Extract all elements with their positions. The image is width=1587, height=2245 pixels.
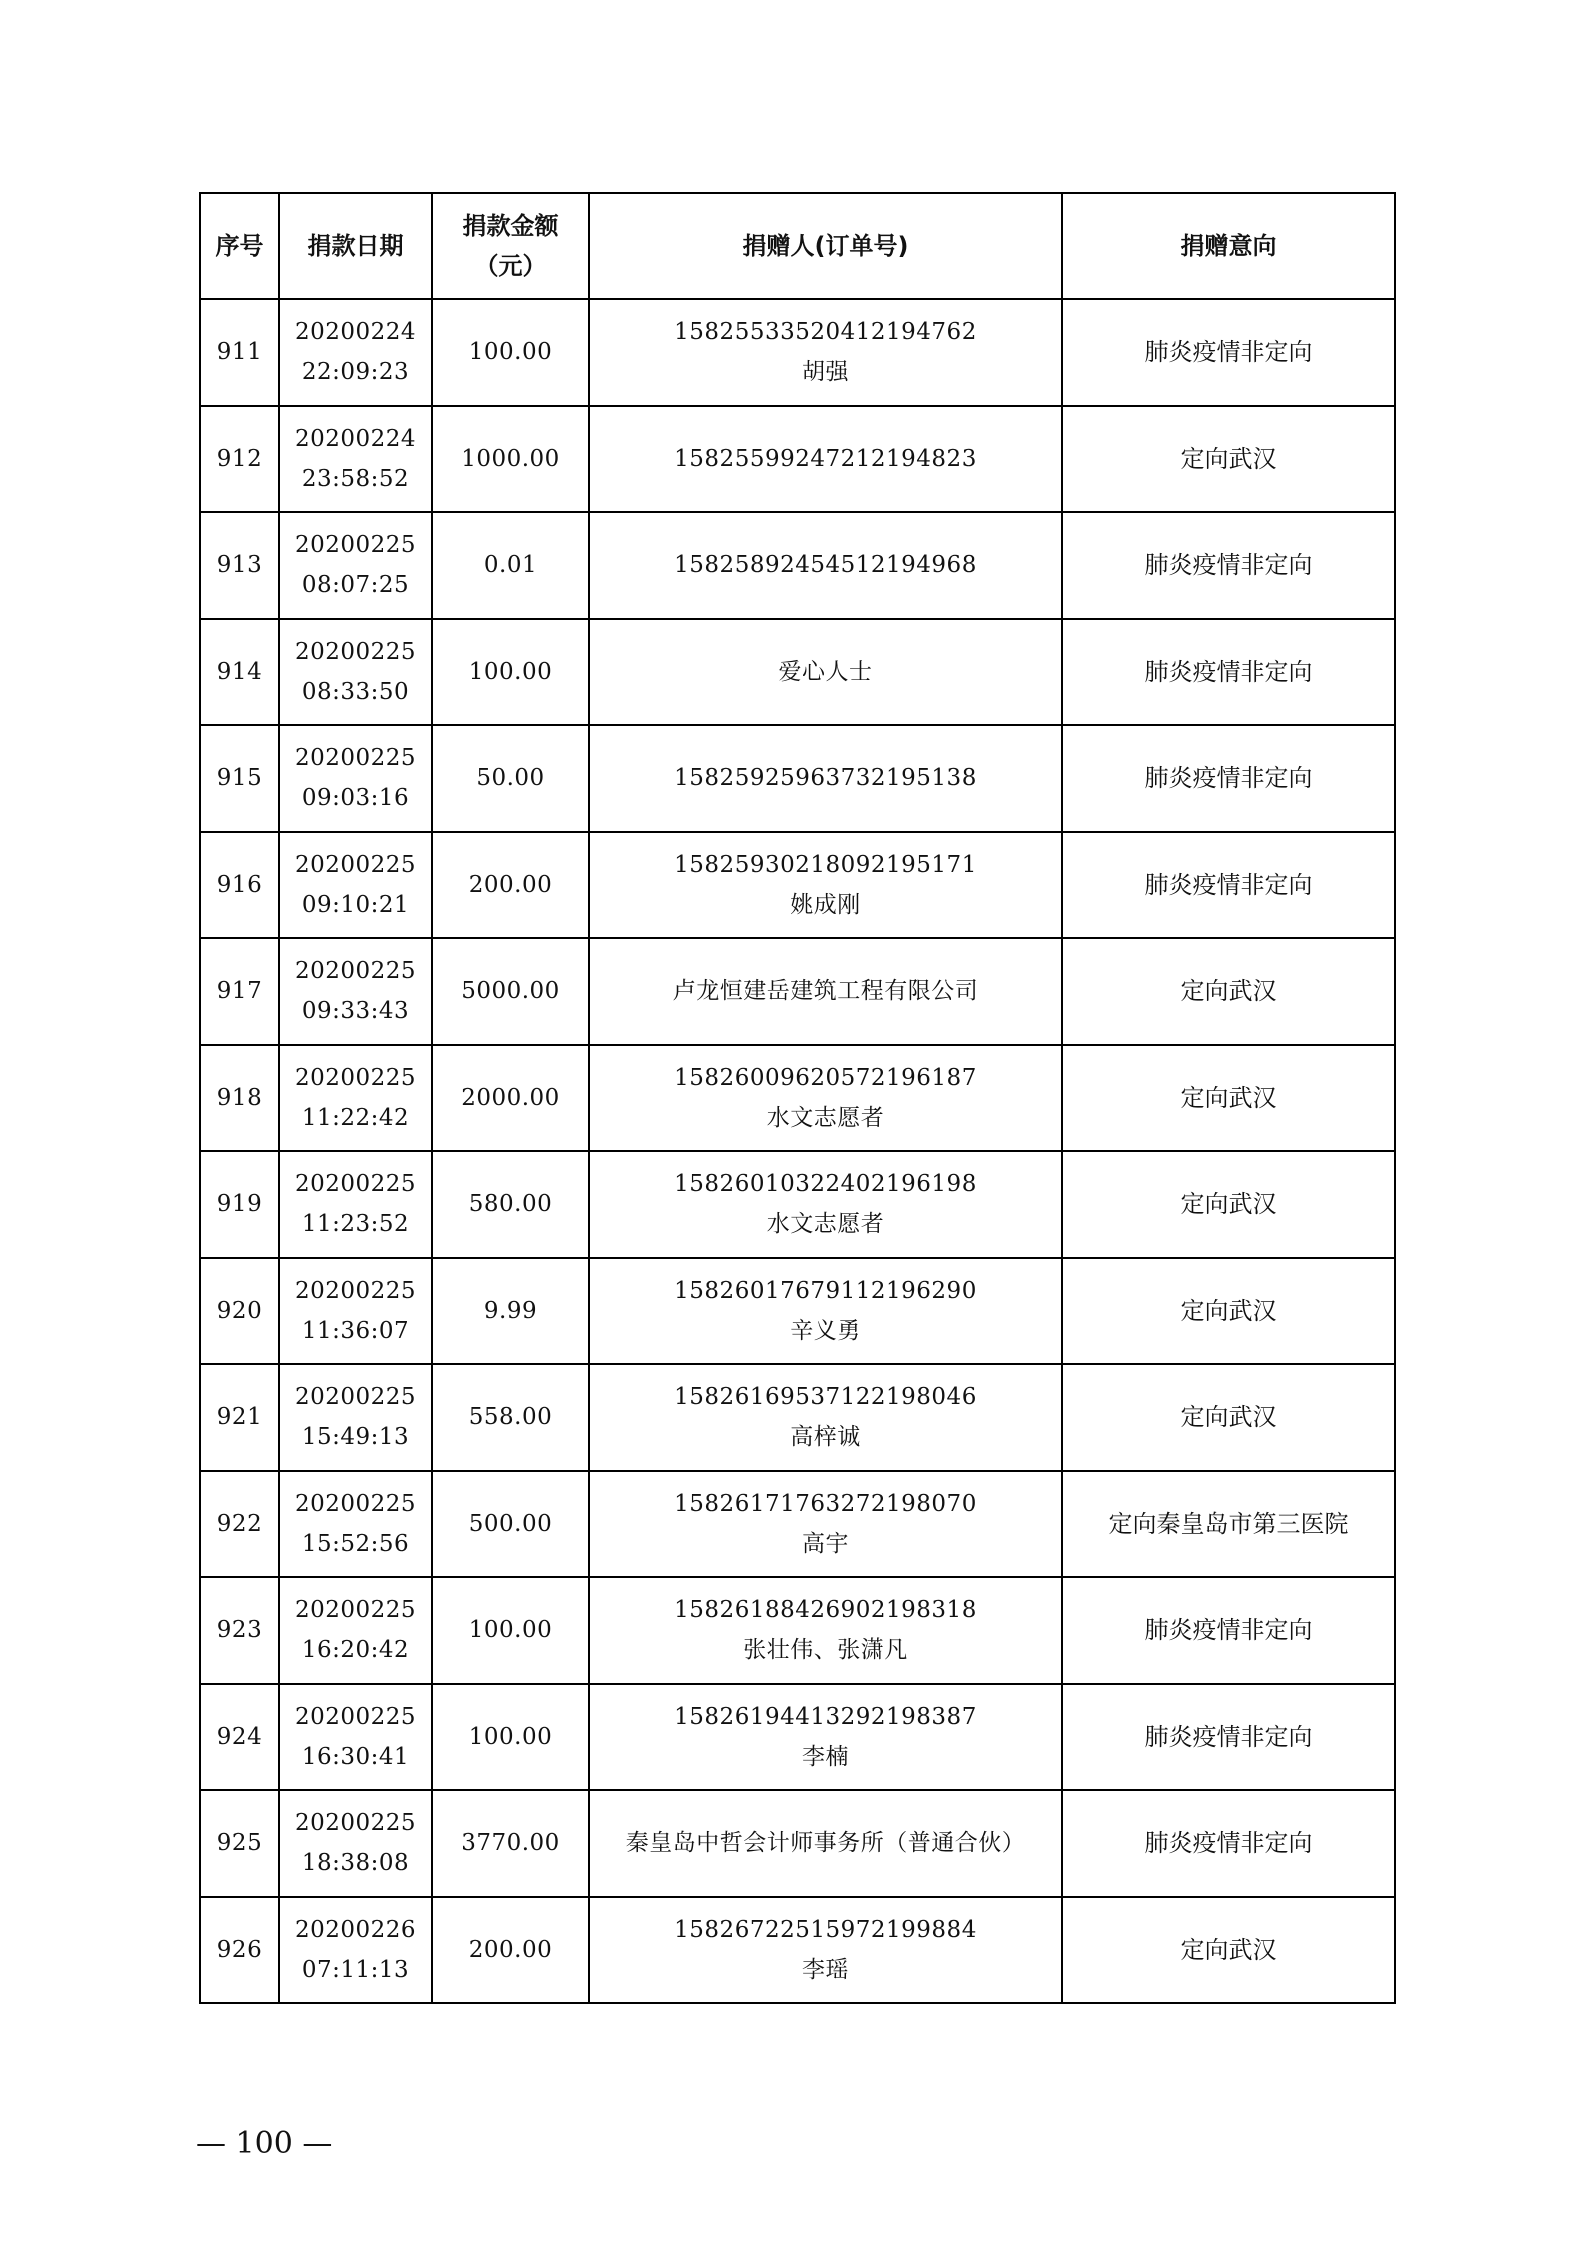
cell-donor	[589, 1897, 1062, 2004]
cell-date-time: 08:33:50	[301, 678, 410, 705]
cell-amount: 100.00	[432, 299, 589, 406]
cell-donor-name: 水文志愿者	[766, 1104, 885, 1131]
cell-date-time: 18:38:08	[301, 1850, 410, 1877]
cell-donor	[589, 938, 1062, 1045]
cell-seq: 921	[200, 1364, 279, 1471]
cell-purpose: 定向秦皇岛市第三医院	[1062, 1471, 1395, 1578]
cell-date	[279, 1684, 432, 1791]
table-row	[200, 1258, 1395, 1365]
table-row	[200, 725, 1395, 832]
table-row	[200, 1790, 1395, 1897]
cell-date-time: 16:30:41	[301, 1743, 410, 1770]
cell-date-time: 09:10:21	[301, 891, 410, 918]
header-date: 捐款日期	[279, 193, 432, 299]
cell-donor-order: 15826188426902198318	[674, 1597, 977, 1624]
table-body	[200, 299, 1395, 2003]
cell-amount: 100.00	[432, 1577, 589, 1684]
cell-seq: 926	[200, 1897, 279, 2004]
cell-seq: 918	[200, 1045, 279, 1152]
cell-donor	[589, 1471, 1062, 1578]
cell-date	[279, 725, 432, 832]
cell-donor-name: 爱心人士	[778, 658, 873, 685]
cell-amount: 50.00	[432, 725, 589, 832]
header-seq: 序号	[200, 193, 279, 299]
cell-seq: 915	[200, 725, 279, 832]
header-donor: 捐赠人(订单号)	[589, 193, 1062, 299]
header-purpose: 捐赠意向	[1062, 193, 1395, 299]
cell-donor-name: 张壮伟、张潇凡	[743, 1637, 908, 1664]
cell-date-day: 20200225	[294, 1064, 417, 1091]
table-row	[200, 1151, 1395, 1258]
cell-date	[279, 1790, 432, 1897]
cell-date	[279, 1258, 432, 1365]
cell-date	[279, 938, 432, 1045]
table-row	[200, 1577, 1395, 1684]
cell-date	[279, 619, 432, 726]
cell-amount: 9.99	[432, 1258, 589, 1365]
cell-date-day: 20200225	[294, 851, 417, 878]
donation-table	[199, 192, 1396, 2004]
cell-donor-name: 李瑶	[802, 1956, 849, 1983]
cell-donor-name: 高梓诚	[790, 1424, 861, 1451]
page-number: — 100 —	[196, 2126, 333, 2161]
cell-amount: 1000.00	[432, 406, 589, 513]
cell-donor-name: 卢龙恒建岳建筑工程有限公司	[672, 978, 979, 1005]
cell-date	[279, 1897, 432, 2004]
cell-amount: 200.00	[432, 1897, 589, 2004]
cell-date-day: 20200225	[294, 958, 417, 985]
cell-seq: 920	[200, 1258, 279, 1365]
header-amount	[432, 193, 589, 299]
cell-date-time: 16:20:42	[301, 1637, 410, 1664]
cell-date-time: 09:03:16	[301, 785, 410, 812]
cell-donor-name: 姚成刚	[790, 891, 861, 918]
cell-amount: 100.00	[432, 1684, 589, 1791]
cell-date	[279, 1045, 432, 1152]
cell-seq: 923	[200, 1577, 279, 1684]
cell-amount: 5000.00	[432, 938, 589, 1045]
cell-seq: 917	[200, 938, 279, 1045]
cell-seq: 914	[200, 619, 279, 726]
cell-date-day: 20200225	[294, 1810, 417, 1837]
cell-seq: 912	[200, 406, 279, 513]
cell-donor-name: 高宇	[802, 1530, 849, 1557]
cell-purpose: 定向武汉	[1062, 1897, 1395, 2004]
cell-donor-order: 15825599247212194823	[674, 445, 977, 472]
cell-date	[279, 1151, 432, 1258]
cell-donor-order: 15826017679112196290	[674, 1277, 977, 1304]
cell-donor	[589, 725, 1062, 832]
cell-seq: 916	[200, 832, 279, 939]
cell-purpose: 肺炎疫情非定向	[1062, 299, 1395, 406]
cell-donor-order: 15825533520412194762	[674, 319, 977, 346]
cell-donor-order: 15825925963732195138	[674, 765, 977, 792]
cell-donor-order: 15826010322402196198	[674, 1171, 977, 1198]
cell-date-time: 07:11:13	[301, 1956, 410, 1983]
cell-donor-name: 水文志愿者	[766, 1211, 885, 1238]
cell-date-time: 08:07:25	[301, 572, 410, 599]
cell-purpose: 肺炎疫情非定向	[1062, 832, 1395, 939]
cell-seq: 911	[200, 299, 279, 406]
cell-seq: 922	[200, 1471, 279, 1578]
cell-date-day: 20200225	[294, 1277, 417, 1304]
cell-donor-order: 15826722515972199884	[674, 1916, 977, 1943]
table-row	[200, 1471, 1395, 1578]
cell-date-day: 20200225	[294, 1384, 417, 1411]
cell-date	[279, 1364, 432, 1471]
cell-donor	[589, 619, 1062, 726]
table-row	[200, 619, 1395, 726]
cell-purpose: 定向武汉	[1062, 1045, 1395, 1152]
cell-purpose: 肺炎疫情非定向	[1062, 725, 1395, 832]
cell-donor	[589, 832, 1062, 939]
cell-purpose: 定向武汉	[1062, 1258, 1395, 1365]
cell-seq: 919	[200, 1151, 279, 1258]
table-row	[200, 1684, 1395, 1791]
table-row	[200, 512, 1395, 619]
table-row	[200, 1897, 1395, 2004]
table-row	[200, 938, 1395, 1045]
cell-date-day: 20200224	[294, 319, 417, 346]
cell-date-time: 11:36:07	[301, 1317, 410, 1344]
cell-date	[279, 832, 432, 939]
cell-date-time: 11:22:42	[301, 1104, 410, 1131]
cell-donor	[589, 1045, 1062, 1152]
table-row	[200, 406, 1395, 513]
cell-date	[279, 406, 432, 513]
cell-donor-name: 李楠	[802, 1743, 849, 1770]
cell-donor-order: 15826194413292198387	[674, 1703, 977, 1730]
cell-donor	[589, 299, 1062, 406]
cell-donor	[589, 1790, 1062, 1897]
cell-date	[279, 299, 432, 406]
cell-date-day: 20200225	[294, 532, 417, 559]
cell-date	[279, 1577, 432, 1684]
cell-amount: 100.00	[432, 619, 589, 726]
cell-donor	[589, 1364, 1062, 1471]
cell-date-day: 20200224	[294, 425, 417, 452]
table-row	[200, 832, 1395, 939]
cell-purpose: 定向武汉	[1062, 406, 1395, 513]
cell-donor-order: 15826009620572196187	[674, 1064, 977, 1091]
cell-purpose: 定向武汉	[1062, 1364, 1395, 1471]
cell-amount: 558.00	[432, 1364, 589, 1471]
cell-date-time: 11:23:52	[301, 1211, 410, 1238]
header-amount-line2: （元）	[474, 252, 547, 280]
cell-amount: 580.00	[432, 1151, 589, 1258]
cell-date-time: 15:52:56	[301, 1530, 410, 1557]
cell-donor-order: 15825892454512194968	[674, 552, 977, 579]
cell-donor-order: 15826169537122198046	[674, 1384, 977, 1411]
cell-amount: 500.00	[432, 1471, 589, 1578]
cell-donor-name: 秦皇岛中哲会计师事务所（普通合伙）	[625, 1830, 1026, 1857]
cell-donor-name: 胡强	[802, 359, 849, 386]
cell-date-day: 20200225	[294, 1703, 417, 1730]
cell-purpose: 定向武汉	[1062, 938, 1395, 1045]
cell-purpose: 肺炎疫情非定向	[1062, 1684, 1395, 1791]
cell-date	[279, 1471, 432, 1578]
cell-purpose: 肺炎疫情非定向	[1062, 1790, 1395, 1897]
header-amount-line1: 捐款金额	[462, 212, 559, 240]
cell-date-time: 23:58:52	[301, 465, 410, 492]
cell-donor	[589, 1684, 1062, 1791]
cell-date-day: 20200225	[294, 1171, 417, 1198]
cell-donor-name: 辛义勇	[790, 1317, 861, 1344]
cell-purpose: 肺炎疫情非定向	[1062, 512, 1395, 619]
table-row	[200, 299, 1395, 406]
cell-amount: 2000.00	[432, 1045, 589, 1152]
cell-seq: 924	[200, 1684, 279, 1791]
cell-donor-order: 15826171763272198070	[674, 1490, 977, 1517]
cell-date-day: 20200225	[294, 1490, 417, 1517]
cell-purpose: 肺炎疫情非定向	[1062, 619, 1395, 726]
cell-date-day: 20200225	[294, 745, 417, 772]
cell-seq: 925	[200, 1790, 279, 1897]
cell-purpose: 定向武汉	[1062, 1151, 1395, 1258]
cell-date-time: 22:09:23	[301, 359, 410, 386]
cell-date-time: 09:33:43	[301, 998, 410, 1025]
cell-donor	[589, 406, 1062, 513]
cell-donor-order: 15825930218092195171	[674, 851, 977, 878]
table-row	[200, 1045, 1395, 1152]
cell-date-day: 20200225	[294, 1597, 417, 1624]
cell-amount: 0.01	[432, 512, 589, 619]
cell-amount: 200.00	[432, 832, 589, 939]
cell-purpose: 肺炎疫情非定向	[1062, 1577, 1395, 1684]
cell-date-day: 20200226	[294, 1916, 417, 1943]
cell-seq: 913	[200, 512, 279, 619]
cell-donor	[589, 1577, 1062, 1684]
cell-donor	[589, 1258, 1062, 1365]
cell-date-time: 15:49:13	[301, 1424, 410, 1451]
header-row	[200, 193, 1395, 299]
cell-amount: 3770.00	[432, 1790, 589, 1897]
cell-date-day: 20200225	[294, 638, 417, 665]
cell-donor	[589, 1151, 1062, 1258]
cell-date	[279, 512, 432, 619]
cell-donor	[589, 512, 1062, 619]
table-row	[200, 1364, 1395, 1471]
